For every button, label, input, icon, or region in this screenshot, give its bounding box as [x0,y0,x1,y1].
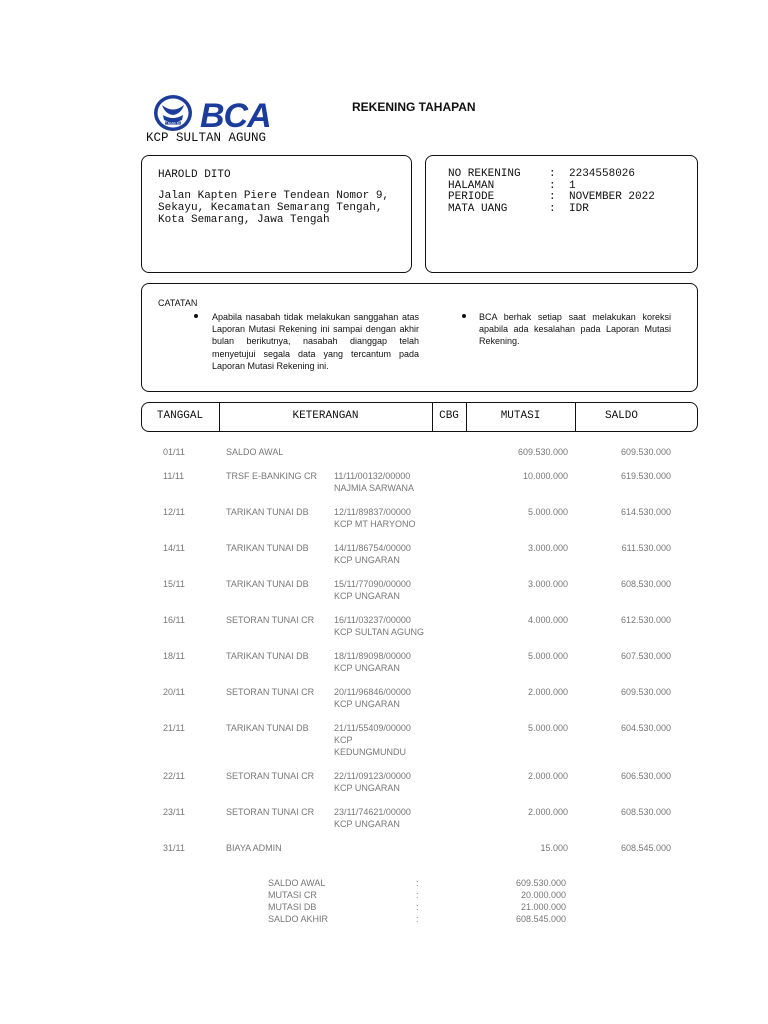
row-description: SETORAN TUNAI CR [226,615,315,625]
row-detail: 12/11/89837/00000 [334,507,411,517]
row-balance: 612.530.000 [620,615,671,625]
row-description: SALDO AWAL [226,447,284,457]
row-detail: KCP UNGARAN [334,591,400,601]
document-title: REKENING TAHAPAN [352,100,476,114]
row-mutation: 2.000.000 [527,771,568,781]
column-header-description: KETERANGAN [292,410,359,422]
row-detail: 20/11/96846/00000 [334,687,411,697]
address-line: Kota Semarang, Jawa Tengah [158,214,330,226]
separator: : [416,914,419,924]
row-mutation: 10.000.000 [522,471,568,481]
row-description: SETORAN TUNAI CR [226,687,315,697]
row-date: 21/11 [163,723,185,733]
row-mutation: 2.000.000 [527,687,568,697]
row-description: TARIKAN TUNAI DB [226,723,309,733]
row-detail: 15/11/77090/00000 [334,579,411,589]
address-line: Sekayu, Kecamatan Semarang Tengah, [158,202,383,214]
account-number-value: 2234558026 [569,168,636,180]
column-header-mutation: MUTASI [500,410,541,422]
column-header-date: TANGGAL [156,410,204,422]
row-date: 18/11 [163,651,185,661]
row-detail: KCP UNGARAN [334,663,400,673]
row-detail: 21/11/55409/00000 [334,723,411,733]
period-label: PERIODE [448,191,495,203]
period-value: NOVEMBER 2022 [569,191,655,203]
page-label: HALAMAN [448,180,495,192]
customer-name: HAROLD DITO [158,169,231,181]
summary-value: 609.530.000 [515,878,566,888]
row-date: 14/11 [163,543,185,553]
row-date: 12/11 [163,507,185,517]
row-detail: 22/11/09123/00000 [334,771,411,781]
row-mutation: 4.000.000 [527,615,568,625]
row-mutation: 15.000 [540,843,568,853]
bullet-icon [462,314,466,318]
row-detail: 11/11/00132/00000 [334,471,411,481]
row-date: 31/11 [163,843,185,853]
summary-value: 21.000.000 [520,902,566,912]
row-mutation: 5.000.000 [527,507,568,517]
separator: : [416,878,419,888]
summary-value: 608.545.000 [515,914,566,924]
row-detail: KCP UNGARAN [334,555,400,565]
summary-label: MUTASI CR [268,890,317,900]
bullet-icon [194,314,198,318]
row-balance: 608.530.000 [620,579,671,589]
column-header-balance: SALDO [604,410,638,422]
row-description: SETORAN TUNAI CR [226,771,315,781]
row-detail: 16/11/03237/00000 [334,615,411,625]
currency-label: MATA UANG [448,203,508,215]
row-detail: KEDUNGMUNDU [334,747,406,757]
row-mutation: 5.000.000 [527,723,568,733]
bca-logo [152,93,284,133]
row-detail: 18/11/89098/00000 [334,651,411,661]
row-mutation: 609.530.000 [517,447,568,457]
row-detail: KCP UNGARAN [334,699,400,709]
row-mutation: 3.000.000 [527,543,568,553]
row-date: 16/11 [163,615,185,625]
row-balance: 604.530.000 [620,723,671,733]
row-detail: 23/11/74621/00000 [334,807,411,817]
separator: : [549,168,556,180]
row-description: TRSF E-BANKING CR [226,471,318,481]
row-description: TARIKAN TUNAI DB [226,651,309,661]
row-balance: 619.530.000 [620,471,671,481]
summary-label: SALDO AKHIR [268,914,329,924]
summary-label: MUTASI DB [268,902,317,912]
address-line: Jalan Kapten Piere Tendean Nomor 9, [158,190,390,202]
row-detail: 14/11/86754/00000 [334,543,411,553]
row-balance: 606.530.000 [620,771,671,781]
bca-logo-text: BCA [200,97,271,133]
row-detail: NAJMIA SARWANA [334,483,415,493]
currency-value: IDR [569,203,589,215]
row-balance: 608.545.000 [620,843,671,853]
row-balance: 609.530.000 [620,687,671,697]
separator: : [416,902,419,912]
row-date: 15/11 [163,579,185,589]
branch-name: KCP SULTAN AGUNG [146,131,267,145]
separator: : [549,203,556,215]
row-description: TARIKAN TUNAI DB [226,543,309,553]
row-date: 23/11 [163,807,185,817]
summary-value: 20.000.000 [520,890,566,900]
row-date: 11/11 [163,471,185,481]
note-item: BCA berhak setiap saat melakukan koreksi apabila ada kesalahan pada Laporan Mutasi Rekening. [479,312,671,347]
row-balance: 614.530.000 [620,507,671,517]
note-item: Apabila nasabah tidak melakukan sanggahan atas Laporan Mutasi Rekening ini sampai dengan akhir bulan berikutnya, nasabah dianggap telah menyetujui segala data yang tercantum pada Laporan Mutasi Rekening ini. [212,312,419,371]
page-value: 1 [569,180,576,192]
row-description: TARIKAN TUNAI DB [226,579,309,589]
row-balance: 609.530.000 [620,447,671,457]
separator: : [549,191,556,203]
row-description: TARIKAN TUNAI DB [226,507,309,517]
row-detail: KCP MT HARYONO [334,519,416,529]
row-date: 01/11 [163,447,185,457]
notes-title: CATATAN [158,298,198,308]
separator: : [549,180,556,192]
row-balance: 607.530.000 [620,651,671,661]
column-header-cbg: CBG [439,410,459,422]
separator: : [416,890,419,900]
row-date: 20/11 [163,687,185,697]
row-mutation: 3.000.000 [527,579,568,589]
summary-label: SALDO AWAL [268,878,326,888]
row-description: BIAYA ADMIN [226,843,282,853]
row-description: SETORAN TUNAI CR [226,807,315,817]
row-balance: 611.530.000 [621,543,671,553]
row-detail: KCP UNGARAN [334,819,400,829]
row-mutation: 2.000.000 [527,807,568,817]
account-number-label: NO REKENING [448,168,521,180]
row-detail: KCP [334,735,353,745]
row-date: 22/11 [163,771,185,781]
row-balance: 608.530.000 [620,807,671,817]
bca-logo-icon [152,93,284,133]
row-detail: KCP SULTAN AGUNG [334,627,425,637]
row-mutation: 5.000.000 [527,651,568,661]
row-detail: KCP UNGARAN [334,783,400,793]
bca-logo-small-text: PT BANK BCA [163,121,183,125]
